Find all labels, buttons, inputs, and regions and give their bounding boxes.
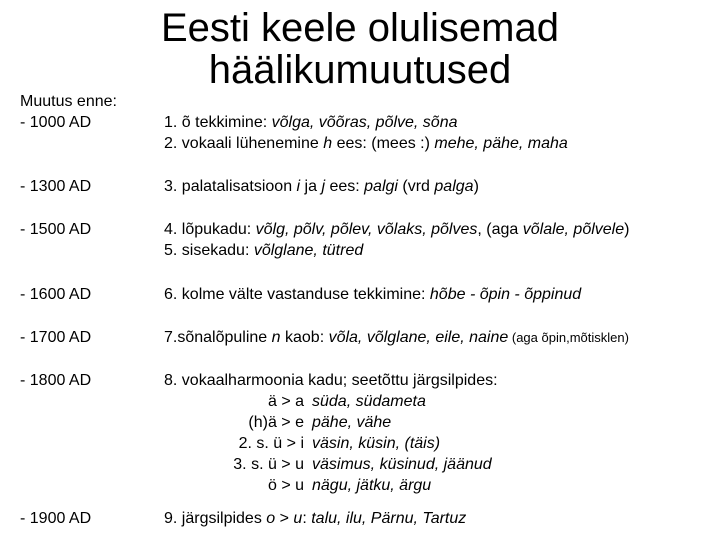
change-8-lead: 8. vokaalharmoonia kadu; seetõttu järgsilpides: xyxy=(164,372,498,389)
harmony-right-4 xyxy=(312,456,492,474)
change-5-lead: 5. sisekadu: xyxy=(164,242,254,259)
period-1900: - 1900 AD xyxy=(20,510,92,527)
period-1000: - 1000 AD xyxy=(20,114,92,131)
change-9-o: o xyxy=(266,510,276,527)
change-3-end: ) xyxy=(473,178,479,195)
period-1300: - 1300 AD xyxy=(20,178,92,195)
change-4-lead: 4. lõpukadu: xyxy=(164,221,256,238)
harmony-left-1: ä > a xyxy=(267,393,304,410)
change-5-examples: võlglane, tütred xyxy=(253,242,364,259)
change-3-example-2: palga xyxy=(434,178,474,195)
change-7-n: n xyxy=(271,329,281,346)
change-3-i: i xyxy=(296,178,301,195)
change-7 xyxy=(164,329,629,347)
harmony-left-4: 3. s. ü > u xyxy=(233,456,304,473)
change-4-aga: , (aga xyxy=(477,221,523,238)
change-5 xyxy=(164,242,363,260)
change-6-examples: hõbe - õpin - õppinud xyxy=(429,286,582,303)
change-9-u: u xyxy=(293,510,303,527)
harmony-left-5: ö > u xyxy=(267,477,304,494)
change-2-lead: 2. vokaali lühenemine xyxy=(164,135,324,152)
change-4-examples: võlg, põlv, põlev, võlaks, põlves xyxy=(255,221,478,238)
change-3 xyxy=(164,178,479,196)
change-1-examples: võlga, võõras, põlve, sõna xyxy=(271,114,458,131)
title-line-2: häälikumuutused xyxy=(208,48,512,92)
change-3-example: palgi xyxy=(364,178,398,195)
change-2-mid: ees: (mees :) xyxy=(332,135,435,152)
change-9-examples: talu, ilu, Pärnu, Tartuz xyxy=(311,510,467,527)
muutus-label: Muutus enne: xyxy=(20,93,117,110)
harmony-left-2: (h)ä > e xyxy=(248,414,304,431)
harmony-example-1: süda, südameta xyxy=(312,393,426,410)
change-6 xyxy=(164,286,581,304)
change-9-colon: : xyxy=(302,510,312,527)
harmony-right-1 xyxy=(312,393,426,411)
change-7-examples: võla, võlglane, eile, naine xyxy=(328,329,509,346)
harmony-right-2 xyxy=(312,414,391,432)
change-1-lead: 1. õ tekkimine: xyxy=(164,114,272,131)
change-9 xyxy=(164,510,466,528)
harmony-example-2: pähe, vähe xyxy=(312,414,392,431)
change-4-end: ) xyxy=(624,221,630,238)
change-3-ja: ja xyxy=(300,178,322,195)
change-9-lead: 9. järgsilpides xyxy=(164,510,267,527)
period-1800: - 1800 AD xyxy=(20,372,92,389)
change-2 xyxy=(164,135,568,153)
change-7-mid: kaob: xyxy=(280,329,329,346)
change-3-lead: 3. palatalisatsioon xyxy=(164,178,297,195)
harmony-example-3: väsin, küsin, (täis) xyxy=(312,435,441,452)
change-2-examples: mehe, pähe, maha xyxy=(434,135,568,152)
harmony-example-4: väsimus, küsinud, jäänud xyxy=(312,456,492,473)
change-2-h: h xyxy=(323,135,333,152)
harmony-right-3 xyxy=(312,435,440,453)
period-1600: - 1600 AD xyxy=(20,286,92,303)
period-1700: - 1700 AD xyxy=(20,329,92,346)
change-4-examples-2: võlale, põlvele xyxy=(522,221,625,238)
change-3-j: j xyxy=(321,178,325,195)
change-6-lead: 6. kolme välte vastanduse tekkimine: xyxy=(164,286,430,303)
change-4 xyxy=(164,221,629,239)
harmony-left-3: 2. s. ü > i xyxy=(238,435,304,452)
change-1 xyxy=(164,114,458,132)
harmony-right-5 xyxy=(312,477,431,495)
change-9-gt: > xyxy=(275,510,294,527)
change-7-note: (aga õpin,mõtisklen) xyxy=(508,330,629,345)
change-3-ees: ees: xyxy=(325,178,365,195)
period-1500: - 1500 AD xyxy=(20,221,92,238)
title-line-1: Eesti keele olulisemad xyxy=(161,6,559,50)
change-7-lead: 7.sõnalõpuline xyxy=(164,329,272,346)
change-3-vrd: (vrd xyxy=(397,178,435,195)
harmony-example-5: nägu, jätku, ärgu xyxy=(312,477,432,494)
change-8 xyxy=(164,372,498,390)
